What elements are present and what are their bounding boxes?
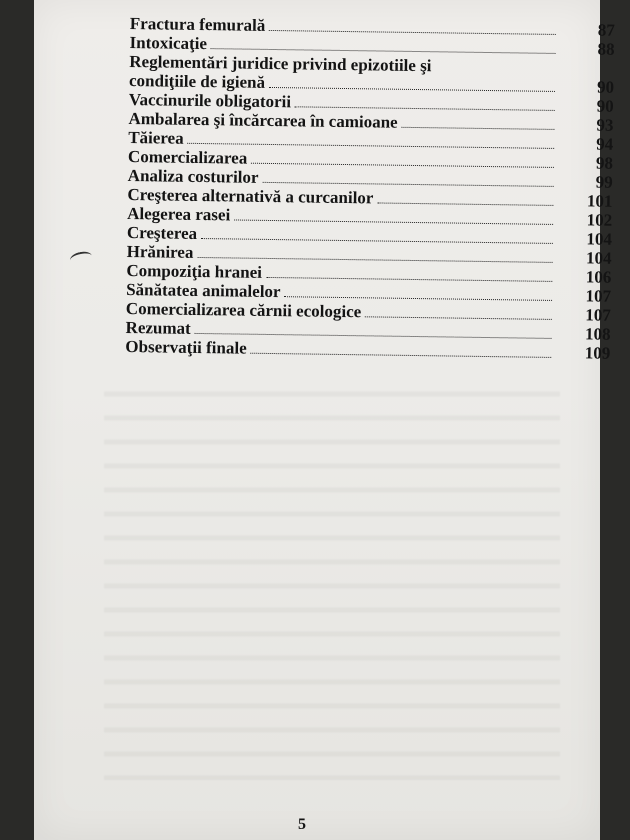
toc-leader-dots: [377, 189, 553, 205]
toc-leader-dots: [295, 93, 555, 111]
toc-entry-page: 107: [585, 286, 612, 306]
toc-entry-page: 99: [595, 172, 613, 192]
toc-entry-page: 90: [596, 77, 615, 97]
toc-entry-page: 101: [586, 191, 613, 211]
toc-leader-dots: [211, 35, 556, 54]
toc-leader-dots: [402, 114, 555, 130]
toc-entry-title: Hrănirea: [126, 241, 194, 262]
toc-entry-page: 106: [585, 267, 612, 287]
toc-entry-page: 108: [584, 324, 611, 344]
toc-entry-page: 90: [596, 96, 614, 116]
toc-entry-title: Intoxicaţie: [129, 32, 208, 54]
page-number: 5: [298, 816, 306, 833]
toc-leader-dots: [201, 225, 553, 244]
toc-leader-dots: [266, 264, 553, 282]
pen-mark: [69, 250, 93, 266]
toc-leader-dots: [195, 320, 552, 339]
toc-entry-page: 107: [585, 305, 611, 325]
toc-entry-page: 104: [586, 248, 612, 268]
toc-entry-title-line1: Reglementări juridice privind epizotiile şi: [129, 51, 432, 76]
toc-entry-page: 94: [596, 134, 614, 154]
toc-entry-title: Alegerea rasei: [127, 203, 231, 225]
toc-leader-dots: [365, 303, 552, 320]
toc-entry-title: Comercializarea cărnii ecologice: [125, 298, 362, 322]
show-through-text: [104, 380, 560, 780]
toc-leader-dots: [262, 169, 553, 187]
toc-entry-page: 98: [595, 153, 614, 173]
table-of-contents: [125, 14, 616, 363]
toc-entry-title: Tăierea: [128, 127, 184, 148]
toc-entry-page: 102: [586, 210, 613, 230]
book-page: [34, 0, 615, 840]
toc-entry-title: Compoziţia hranei: [126, 260, 263, 282]
toc-entry-page: 109: [584, 343, 611, 363]
toc-leader-dots: [269, 74, 555, 92]
toc-leader-dots: [251, 150, 554, 168]
toc-leader-dots: [234, 206, 553, 224]
toc-leader-dots: [197, 244, 552, 263]
toc-leader-dots: [269, 17, 556, 35]
toc-entry-page: 87: [597, 20, 615, 40]
toc-entry-page: 88: [597, 39, 615, 59]
toc-entry-title: Ambalarea şi încărcarea în camioane: [128, 108, 398, 132]
toc-entry-title: Creşterea: [126, 222, 198, 243]
toc-entry-page: 93: [596, 115, 614, 135]
toc-leader-dots: [251, 340, 552, 358]
toc-leader-dots: [284, 283, 552, 301]
toc-entry-title: Comercializarea: [127, 146, 248, 168]
toc-leader-dots: [188, 130, 555, 149]
toc-entry-page: 104: [586, 229, 613, 249]
toc-entry-title: Creşterea alternativă a curcanilor: [127, 184, 374, 208]
toc-entry-title: Sănătatea animalelor: [126, 279, 281, 302]
toc-entry-title: Observaţii finale: [125, 336, 247, 358]
toc-entry-title: Rezumat: [125, 317, 191, 338]
toc-entry-title: Vaccinurile obligatorii: [128, 89, 292, 112]
toc-entry-title: condiţiile de igienă: [128, 70, 266, 92]
toc-entry-title: Fractura femurală: [129, 14, 266, 35]
toc-entry-title: Analiza costurilor: [127, 165, 259, 187]
